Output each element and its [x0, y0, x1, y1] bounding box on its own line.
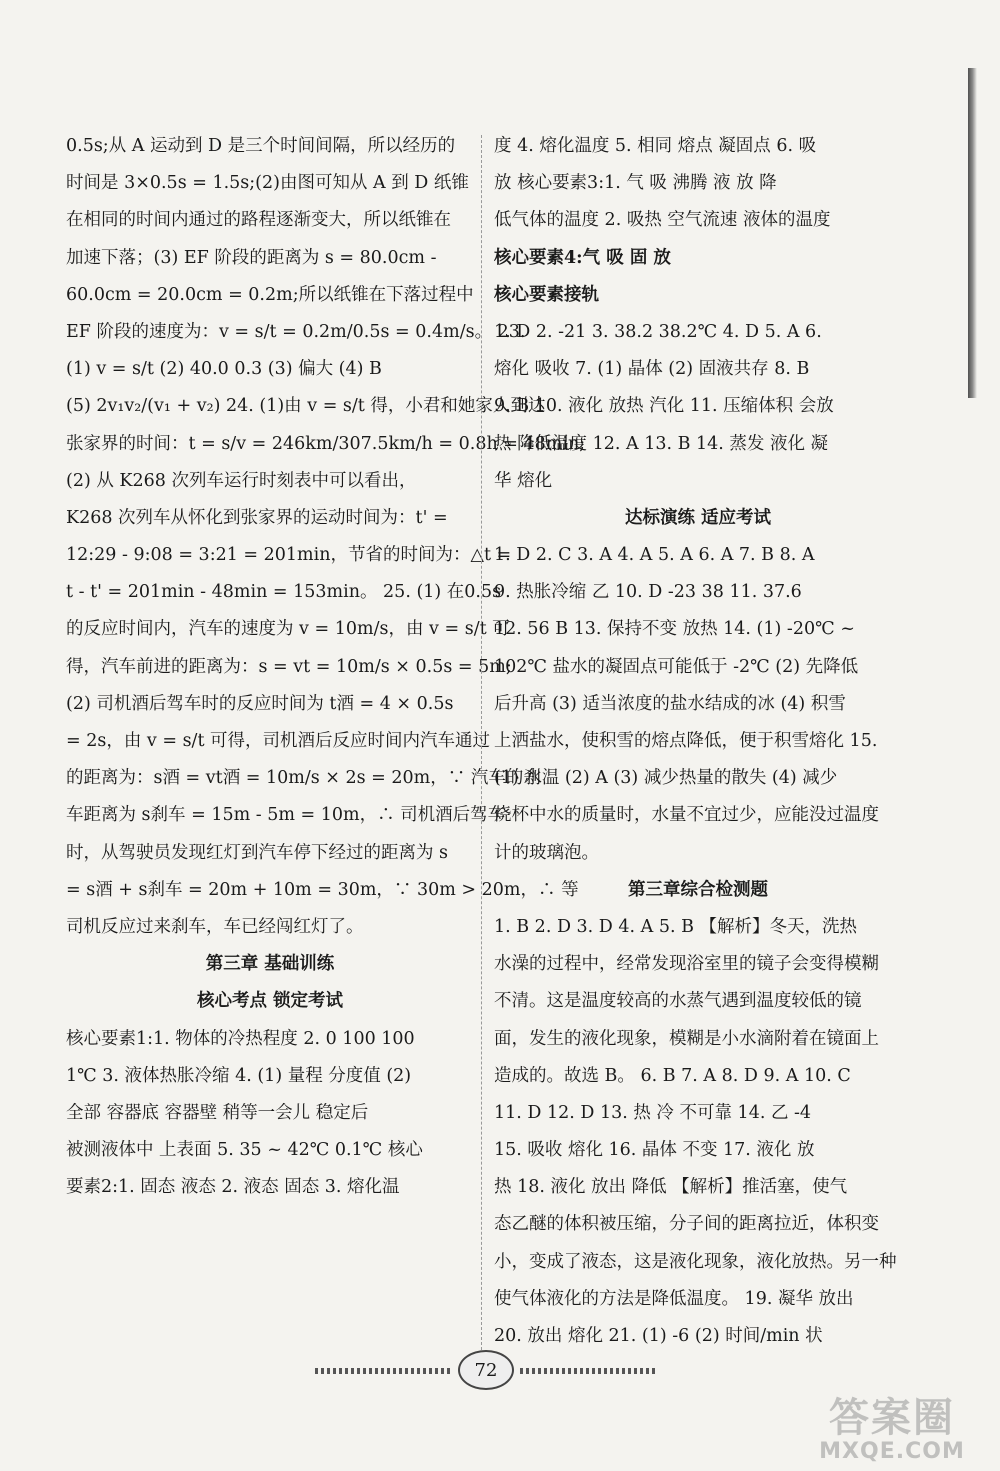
left-column-line: 车距离为 s刹车 = 15m - 5m = 10m，∴ 司机酒后驾车: [66, 805, 506, 826]
left-column-line: 被测液体中 上表面 5. 35 ~ 42℃ 0.1℃ 核心: [66, 1140, 423, 1161]
left-column-line: t - t' = 201min - 48min = 153min。 25. (1) 在0.5s: [66, 582, 502, 603]
left-column-line: 时间是 3×0.5s = 1.5s;(2)由图可知从 A 到 D 纸锥: [66, 173, 469, 194]
left-column-line: 60.0cm = 20.0cm = 0.2m;所以纸锥在下落过程中: [66, 284, 474, 305]
left-column-line: 得，汽车前进的距离为：s = vt = 10m/s × 0.5s = 5m;: [66, 656, 512, 677]
right-column-line: 核心要素4:气 吸 固 放: [494, 247, 671, 268]
right-column-line: 15. 吸收 熔化 16. 晶体 不变 17. 液化 放: [494, 1140, 815, 1161]
right-column: [494, 128, 902, 1355]
left-column-line: 12:29 - 9:08 = 3:21 = 201min，节省的时间为：△t =: [66, 545, 512, 566]
watermark-title: 答案圈: [829, 1395, 955, 1441]
right-column-line: 11. D 12. D 13. 热 冷 不可靠 14. 乙 -4: [494, 1102, 812, 1123]
left-column-line: 第三章 基础训练: [205, 954, 335, 975]
right-column-line: (1) 水温 (2) A (3) 减少热量的散失 (4) 减少: [494, 768, 838, 789]
right-column-line: 1. D 2. -21 3. 38.2 38.2℃ 4. D 5. A 6.: [494, 321, 822, 342]
left-column-line: EF 阶段的速度为：v = s/t = 0.2m/0.5s = 0.4m/s。 23.: [66, 321, 526, 342]
right-column-line: 小，变成了液态，这是液化现象，液化放热。另一种: [494, 1251, 897, 1272]
right-column-line: 面，发生的液化现象，模糊是小水滴附着在镜面上: [494, 1028, 879, 1049]
left-column-line: (5) 2v₁v₂/(v₁ + v₂) 24. (1)由 v = s/t 得，小君和她家人到达: [66, 396, 546, 417]
left-column-line: 核心要素1:1. 物体的冷热程度 2. 0 100 100: [66, 1028, 415, 1049]
right-column-line: 计的玻璃泡。: [494, 842, 599, 863]
right-column-line: 低气体的温度 2. 吸热 空气流速 液体的温度: [494, 210, 831, 231]
left-column-line: 司机反应过来刹车，车已经闯红灯了。: [66, 916, 364, 937]
right-column-line: 1. B 2. D 3. D 4. A 5. B 【解析】冬天，洗热: [494, 916, 858, 937]
right-column-line: 上洒盐水，使积雪的熔点降低，便于积雪熔化 15.: [494, 731, 878, 751]
page-number-ornament: [448, 1348, 524, 1392]
right-column-line: 造成的。故选 B。 6. B 7. A 8. D 9. A 10. C: [494, 1065, 851, 1086]
right-column-line: 20. 放出 熔化 21. (1) -6 (2) 时间/min 状: [494, 1326, 823, 1346]
right-column-line: 度 4. 熔化温度 5. 相同 熔点 凝固点 6. 吸: [494, 136, 817, 156]
right-column-line: 9. 热胀冷缩 乙 10. D -23 38 11. 37.6: [494, 582, 802, 603]
right-column-line: 热 降低温度 12. A 13. B 14. 蒸发 液化 凝: [494, 433, 829, 454]
footer-ornament-left: [315, 1368, 450, 1374]
left-column-line: 要素2:1. 固态 液态 2. 液态 固态 3. 熔化温: [66, 1177, 400, 1198]
right-column-line: 达标演练 适应考试: [624, 507, 772, 528]
right-column-line: 12. 56 B 13. 保持不变 放热 14. (1) -20℃ ~: [494, 619, 855, 640]
left-column-line: (1) v = s/t (2) 40.0 0.3 (3) 偏大 (4) B: [66, 359, 382, 380]
right-column-line: 水澡的过程中，经常发现浴室里的镜子会变得模糊: [494, 954, 879, 975]
left-column-line: = s酒 + s刹车 = 20m + 10m = 30m，∵ 30m > 20m，∴ 等: [66, 879, 579, 900]
right-column-line: 第三章综合检测题: [628, 879, 768, 900]
right-column-line: 态乙醚的体积被压缩，分子间的距离拉近，体积变: [494, 1214, 879, 1235]
left-column-line: 0.5s;从 A 运动到 D 是三个时间间隔，所以经历的: [66, 136, 456, 156]
left-column-line: 全部 容器底 容器壁 稍等一会儿 稳定后: [66, 1102, 369, 1123]
left-column-line: 加速下落；(3) EF 阶段的距离为 s = 80.0cm -: [66, 247, 437, 268]
left-column-line: (2) 司机酒后驾车时的反应时间为 t酒 = 4 × 0.5s: [66, 693, 454, 714]
watermark: [792, 1396, 992, 1466]
right-column-line: 核心要素接轨: [494, 284, 599, 305]
left-column-line: 在相同的时间内通过的路程逐渐变大，所以纸锥在: [66, 210, 451, 231]
watermark-url: MXQE.COM: [819, 1439, 965, 1464]
right-column-line: 1. D 2. C 3. A 4. A 5. A 6. A 7. B 8. A: [494, 545, 815, 566]
right-column-line: 102℃ 盐水的凝固点可能低于 -2℃ (2) 先降低: [494, 656, 859, 677]
page-number: 72: [458, 1350, 514, 1390]
right-column-line: 后升高 (3) 适当浓度的盐水结成的冰 (4) 积雪: [494, 693, 846, 714]
left-column-line: 张家界的时间：t = s/v = 246km/307.5km/h = 0.8h = 48min;: [66, 433, 586, 454]
left-column-line: 1℃ 3. 液体热胀冷缩 4. (1) 量程 分度值 (2): [66, 1065, 412, 1086]
scan-edge-shadow: [968, 68, 977, 398]
right-column-line: 放 核心要素3:1. 气 吸 沸腾 液 放 降: [494, 173, 777, 194]
right-column-line: 烧杯中水的质量时，水量不宜过少，应能没过温度: [494, 805, 879, 826]
footer-ornament-right: [520, 1368, 655, 1374]
right-column-line: 热 18. 液化 放出 降低 【解析】推活塞，使气: [494, 1177, 848, 1198]
column-divider: [481, 135, 482, 1355]
right-column-line: 使气体液化的方法是降低温度。 19. 凝华 放出: [494, 1288, 854, 1309]
left-column-line: 的反应时间内，汽车的速度为 v = 10m/s，由 v = s/t 可: [66, 619, 510, 640]
right-column-line: 不清。这是温度较高的水蒸气遇到温度较低的镜: [494, 991, 862, 1012]
left-column-line: 时，从驾驶员发现红灯到汽车停下经过的距离为 s: [66, 842, 449, 863]
right-column-line: 熔化 吸收 7. (1) 晶体 (2) 固液共存 8. B: [494, 359, 810, 380]
left-column-line: 的距离为：s酒 = vt酒 = 10m/s × 2s = 20m，∵ 汽车的刹: [66, 768, 541, 789]
left-column-line: K268 次列车从怀化到张家界的运动时间为：t' =: [66, 507, 448, 528]
right-column-line: 9. B 10. 液化 放热 汽化 11. 压缩体积 会放: [494, 396, 834, 417]
right-column-line: 华 熔化: [494, 470, 553, 491]
left-column-line: = 2s，由 v = s/t 可得，司机酒后反应时间内汽车通过: [66, 731, 491, 751]
left-column-line: (2) 从 K268 次列车运行时刻表中可以看出，: [66, 470, 417, 491]
left-column-line: 核心考点 锁定考试: [196, 991, 344, 1012]
